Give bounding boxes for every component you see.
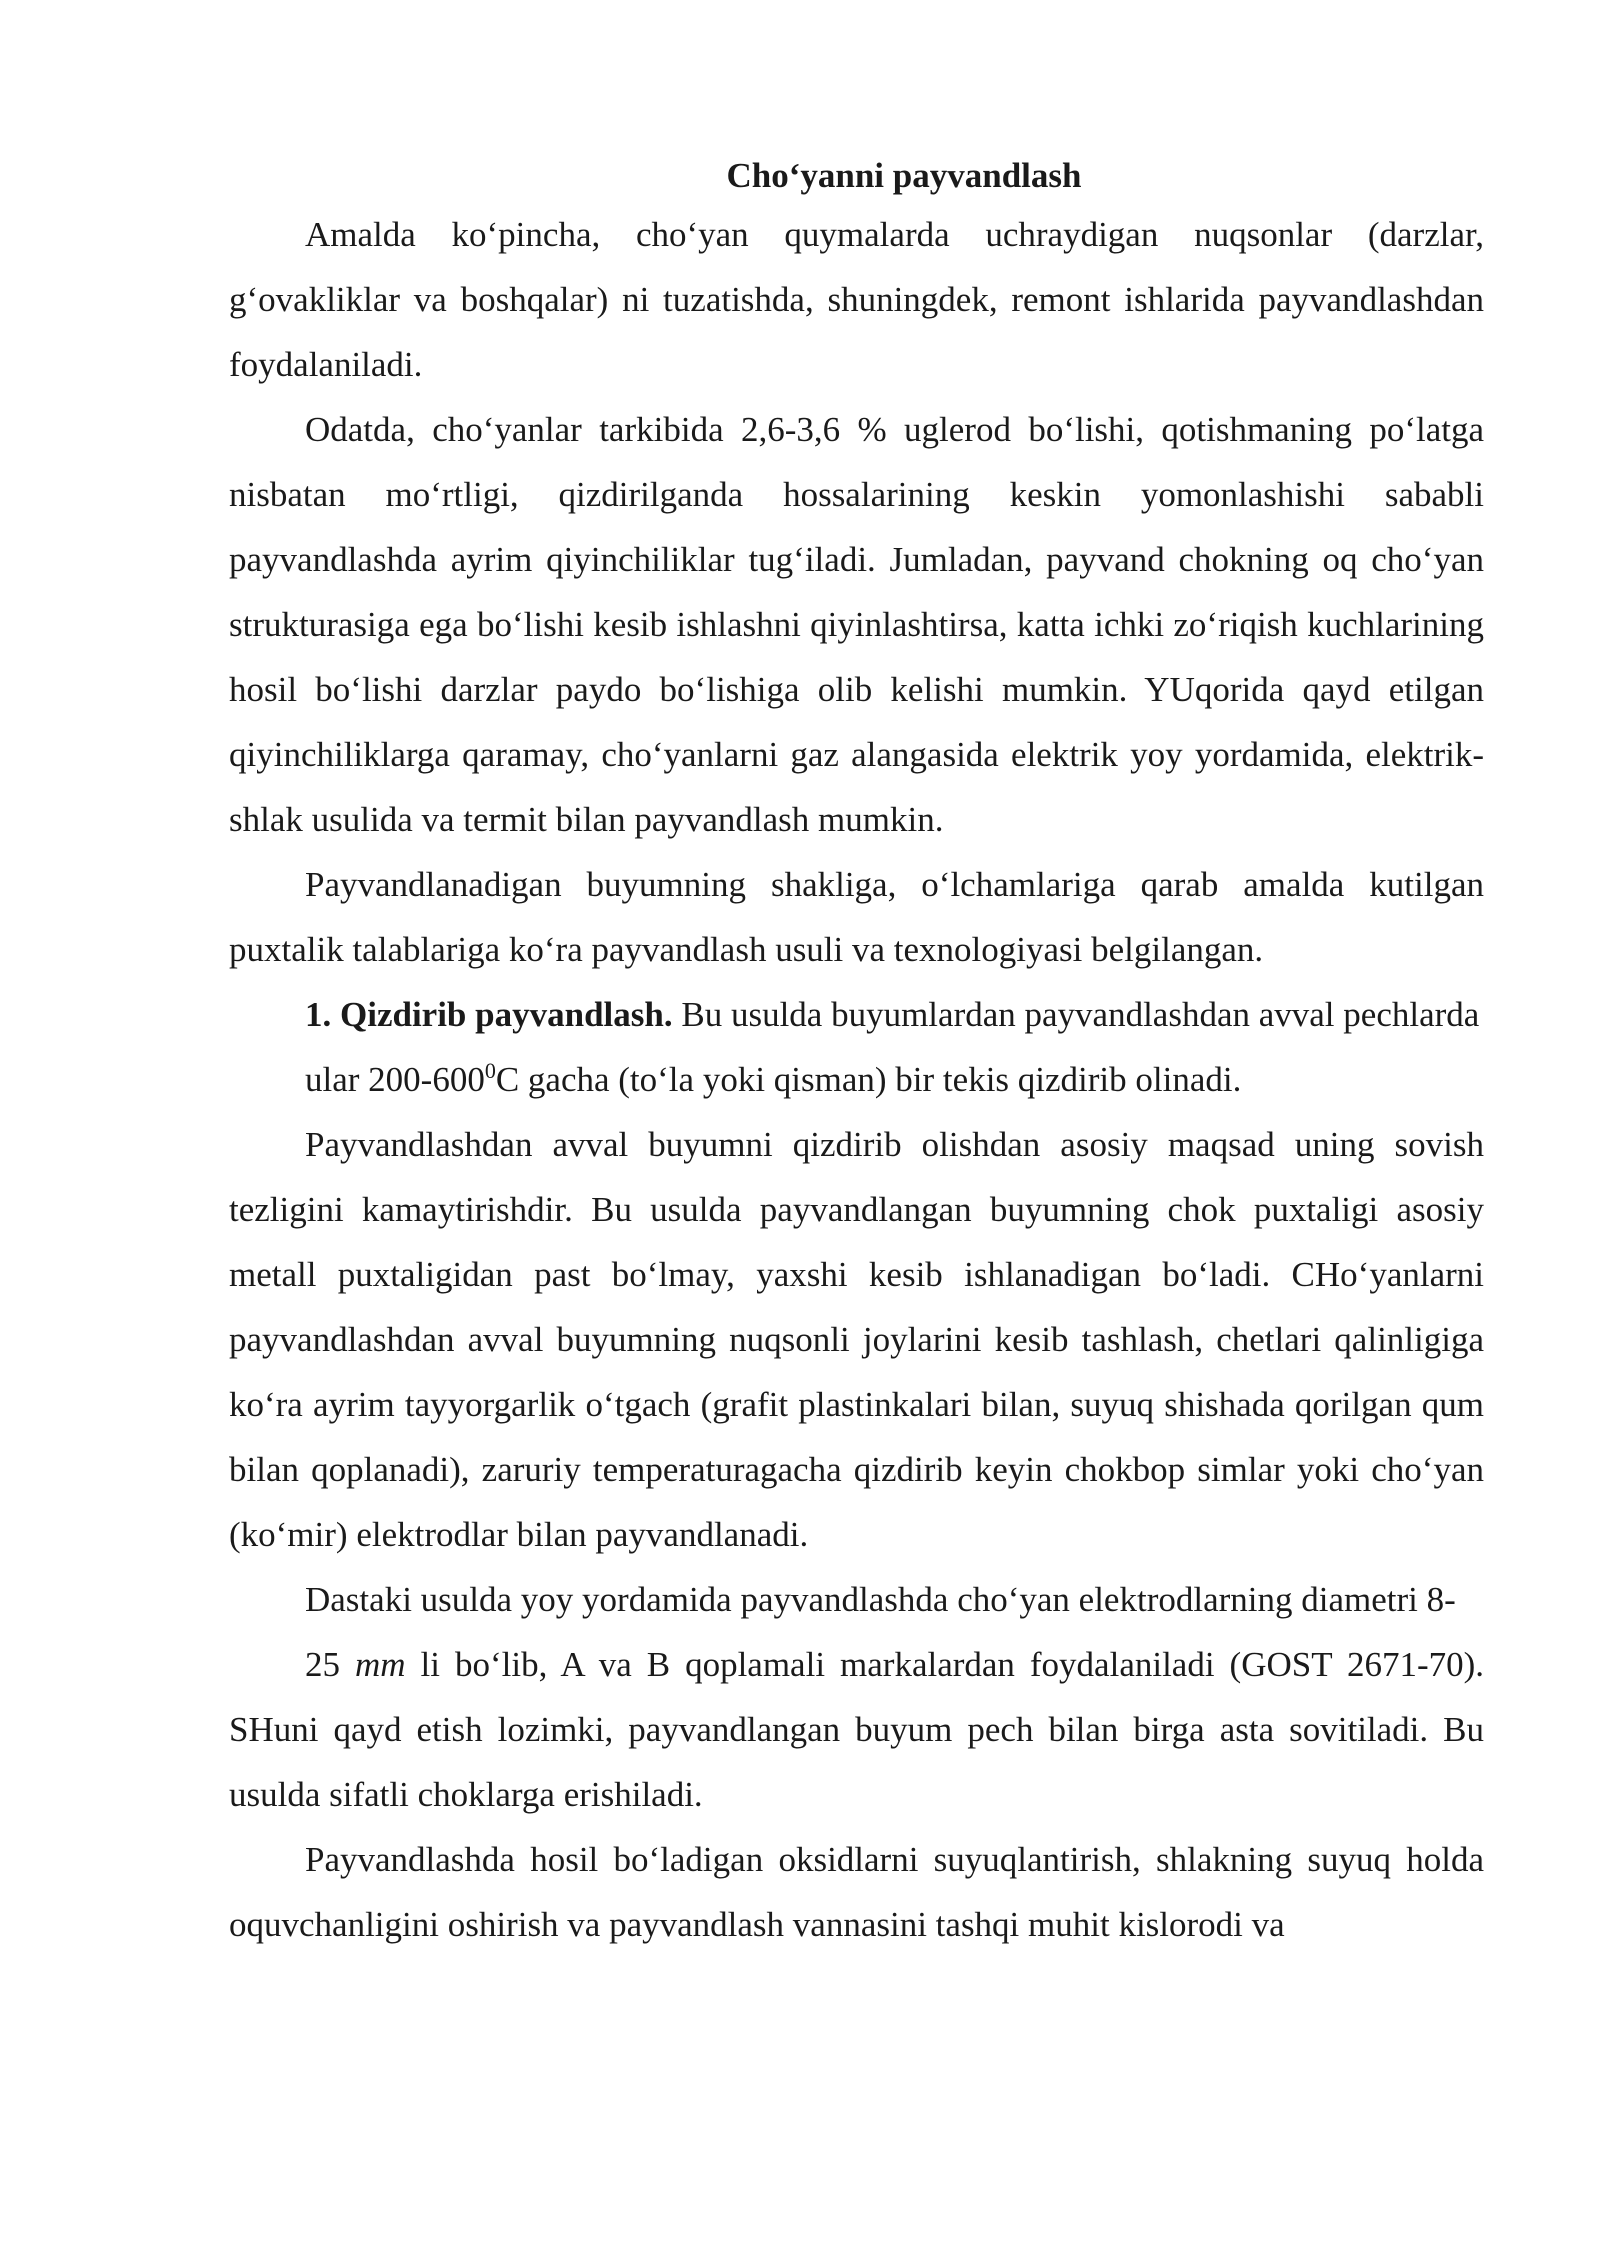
paragraph-7: [229, 1632, 1484, 1827]
paragraph-4-text-b: C gacha (to‘la yoki qisman) bir tekis qizdirib olinadi.: [495, 1060, 1242, 1099]
document-body: [229, 150, 1484, 1957]
paragraph-8: Payvandlashda hosil bo‘ladigan oksidlarni suyuqlantirish, shlakning suyuq holda oquvchanligini oshirish va payvandlash vannasini tashqi muhit kislorodi va: [229, 1840, 1484, 1944]
paragraph-7-text-a: 25: [305, 1645, 355, 1684]
paragraph-2: Odatda, cho‘yanlar tarkibida 2,6-3,6 % uglerod bo‘lishi, qotishmaning po‘latga nisbatan mo‘rtligi, qizdirilganda hossalarining keskin yomonlashishi sababli payvandlashda ayrim qiyinchiliklar tug‘iladi. Jumladan, payvand chokning oq cho‘yan strukturasiga ega bo‘lishi kesib ishlashni qiyinlashtirsa, katta ichki zo‘riqish kuchlarining hosil bo‘lishi darzlar paydo bo‘lishiga olib kelishi mumkin. YUqorida qayd etilgan qiyinchiliklarga qaramay, cho‘yanlarni gaz alangasida elektrik yoy yordamida, elektrik-shlak usulida va termit bilan payvandlash mumkin.: [229, 410, 1484, 839]
paragraph-3: Payvandlanadigan buyumning shakliga, o‘lchamlariga qarab amalda kutilgan puxtalik talablariga ko‘ra payvandlash usuli va texnologiyasi belgilangan.: [229, 865, 1484, 969]
unit-mm: mm: [355, 1645, 406, 1684]
paragraph-6: Dastaki usulda yoy yordamida payvandlashda cho‘yan elektrodlarning diametri 8-: [305, 1580, 1456, 1619]
paragraph-5: Payvandlashdan avval buyumni qizdirib olishdan asosiy maqsad uning sovish tezligini kamaytirishdir. Bu usulda payvandlangan buyumning chok puxtaligi asosiy metall puxtaligidan past bo‘lmay, yaxshi kesib ishlanadigan bo‘ladi. CHo‘yanlarni payvandlashdan avval buyumning nuqsonli joylarini kesib tashlash, chetlari qalinligiga ko‘ra ayrim tayyorgarlik o‘tgach (grafit plastinkalari bilan, suyuq shishada qorilgan qum bilan qoplanadi), zaruriy temperaturagacha qizdirib keyin chokbop simlar yoki cho‘yan (ko‘mir) elektrodlar bilan payvandlanadi.: [229, 1125, 1484, 1554]
degree-superscript: 0: [484, 1058, 496, 1083]
paragraph-1: Amalda ko‘pincha, cho‘yan quymalarda uchraydigan nuqsonlar (darzlar, g‘ovakliklar va boshqalar) ni tuzatishda, shuningdek, remont ishlarida payvandlashdan foydalaniladi.: [229, 215, 1484, 384]
paragraph-4-text-a: Bu usulda buyumlardan payvandlashdan avval pechlarda ular 200-600: [305, 995, 1480, 1099]
page-title: Cho‘yanni payvandlash: [726, 156, 1082, 195]
paragraph-4: [229, 982, 1484, 1112]
section-heading-1: 1. Qizdirib payvandlash.: [305, 995, 673, 1034]
paragraph-7-text-b: li bo‘lib, A va B qoplamali markalardan foydalaniladi (GOST 2671-70). SHuni qayd etish lozimki, payvandlangan buyum pech bilan birga asta sovitiladi. Bu usulda sifatli choklarga erishiladi.: [229, 1645, 1485, 1814]
